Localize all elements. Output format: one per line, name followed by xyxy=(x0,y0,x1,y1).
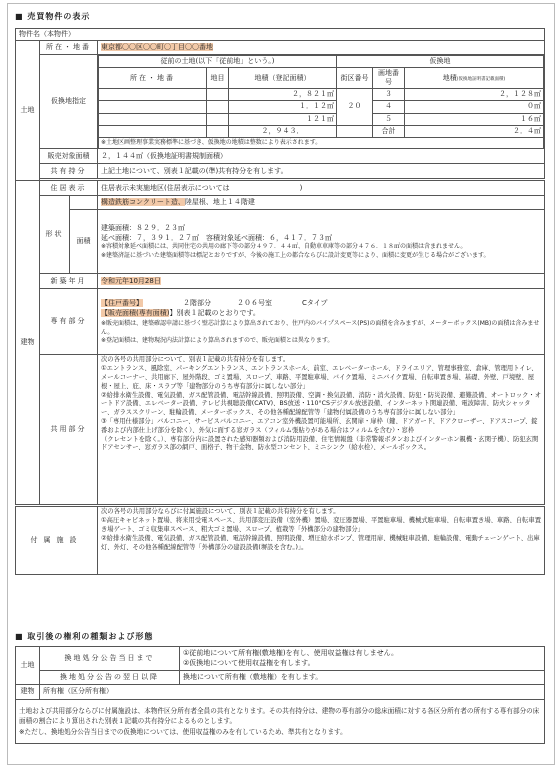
annex-text: 次の各号の共用部分ならびに付属施設について、別表１記載の共有持分を有します。 ①高圧キャビネット置場、将来用受電スペース、共用部変圧設備（室外機）置場、変圧器置場、平置駐車場、機械式駐車場、自転車置き場、車路、自転車置き場ゲート、ゴミ収集車スペース、粗大ゴミ置場、スロープ、植栽等「外構部分の建物部分」 ②給排水衛生設備、電気設備、ガス配管設備、電話幹線設備、照明設備、増圧給水ポンプ、管理用扉、機械駐車設備、駐輪設備、電動チェーンゲート、出庫灯、外灯、その他各種配線配管等「外構部分の建設設備(塀設を含む。)」。 xyxy=(98,507,545,575)
rights-footer-1: 土地および共用部分ならびに付属施設は、本物件区分所有者全員の共有となります。その共有持分は、建物の専有部分の総床面積に対する各区分所有者の所有する専有部分の床面積の割合により算出された別表１記載の共有持分によるものとします。 xyxy=(19,707,540,726)
exclusive-cell xyxy=(98,289,545,355)
unit-area-line: 【販売面積(専有面積)】別表１記載のとおりです。 xyxy=(101,308,260,317)
temp-replot-cell xyxy=(98,55,545,149)
prev-area-2: １．１２㎡ xyxy=(229,101,337,113)
prev-land-header: 従前の土地(以下「従前地」という。) xyxy=(99,56,337,68)
land-location-cell xyxy=(98,41,545,55)
unit-line: 【住戸番号】 ２階部分 ２０６号室 Cタイプ xyxy=(101,298,328,307)
land-location-value: 東京都〇〇区〇〇町〇丁目〇〇番地 xyxy=(101,43,213,52)
section-title-property: ■ 売買物件の表示 xyxy=(15,12,91,21)
rights-table xyxy=(15,646,545,744)
col-lot: 画地番号 xyxy=(373,68,405,89)
rights-land-label: 土地 xyxy=(16,647,40,685)
newdate-label: 新築年月 xyxy=(40,274,98,289)
temp-area-3: １６㎡ xyxy=(405,113,544,125)
exclusive-note-1: ※販売面積は、建築確認申請に基づく壁芯計算により算出されており、住戸内のパイプスペース(PS)の面積を含みますが、メーターボックス(MB)の面積は含みません。 xyxy=(101,320,540,336)
prev-area-3: １２１㎡ xyxy=(229,113,337,125)
area-cell xyxy=(98,210,545,274)
after-label: 換地処分公告の翌日以降 xyxy=(40,671,180,685)
newdate-cell xyxy=(98,274,545,289)
col-block: 街区番号 xyxy=(337,68,373,89)
temp-area-total: ２．４㎡ xyxy=(405,125,544,137)
lot-total-label: 合計 xyxy=(373,125,405,137)
day-of-label: 換地処分公告当日まで xyxy=(40,647,180,671)
day-of-text-2: ②仮換地について使用収益権を有します。 xyxy=(183,658,315,667)
day-of-text-1: ①従前地について所有権(敷地権)を有し、使用収益権は有しません。 xyxy=(183,649,399,658)
form-label: 形状 xyxy=(40,196,70,274)
land-share-value: 上記土地について、別表１記載の(準)共有持分を有します。 xyxy=(98,164,545,179)
col-area2: 地積(仮換地証明書記載面積) xyxy=(405,68,544,89)
prev-area-total: ２，９４３． xyxy=(229,125,337,137)
property-name-label: 物件名（本物件） xyxy=(19,30,75,38)
land-location-label: 所在・地番 xyxy=(40,41,98,55)
col-area: 地積（登記面積） xyxy=(229,68,337,89)
rights-footer-2: ※ただし、換地処分公告当日までの仮換地については、使用収益権のみを有しているため、準共有となります。 xyxy=(19,727,347,736)
structure-value: 構造鉄筋コンクリート造、 xyxy=(101,198,185,207)
document-page xyxy=(7,3,555,765)
block-number: ２０ xyxy=(337,89,373,125)
area-label: 面積 xyxy=(70,210,98,274)
exclusive-note-2: ※登記面積は、建物現況内法計算により算出されますので、販売面積とは異なります。 xyxy=(101,336,334,344)
area-line-2: 延べ面積：７，３９１．２７㎡ 容積対象延べ面積：６，４１７．７３㎡ xyxy=(101,233,332,242)
temp-area-2: ０㎡ xyxy=(405,101,544,113)
newdate-value: 令和元年10月28日 xyxy=(101,276,161,285)
area-line-1: 建築面積：８２９．２３㎡ xyxy=(101,223,185,232)
building-label: 建物 xyxy=(16,181,40,505)
land-share-label: 共有持分 xyxy=(40,164,98,179)
section-title-rights: ■ 取引後の権利の種類および形態 xyxy=(15,632,154,641)
annex-label: 付属施設 xyxy=(16,507,98,575)
address-label: 住居表示 xyxy=(40,181,98,196)
temp-area-1: ２，１２８㎡ xyxy=(405,89,544,101)
structure-rest: 陸屋根、地上１４階建 xyxy=(184,198,255,207)
lot-number-1: ３ xyxy=(373,89,405,101)
area-note-2: ※建築済証に基づいた建築面積等は標記とおりですが、今後の施工上の都合ならびに設計変更等により、面積に変更が生じる場合がございます。 xyxy=(101,251,490,259)
after-text: 換地について所有権（敷地権）を有します。 xyxy=(180,671,545,685)
structure-cell xyxy=(98,196,545,210)
land-area-note: ※土地区画整理事業実務標準に基づき、仮換地の地積は整数により表示されます。 xyxy=(99,137,544,148)
lot-number-2: ４ xyxy=(373,101,405,113)
common-label: 共用部分 xyxy=(40,355,98,505)
property-table xyxy=(15,28,545,575)
land-label: 土地 xyxy=(16,41,40,181)
exclusive-label: 専有部分 xyxy=(40,289,98,355)
rights-building-value: 所有権（区分所有権） xyxy=(40,685,545,700)
day-of-cell xyxy=(180,647,545,671)
common-text: 次の各号の共用部分について、別表１記載の共有持分を有します。 ①エントランス、風除室、パーキングエントランス、エントランスホール、前室、エレベーターホール、ドライエリア、管理事務室、倉庫、管理用トイレ、メールコーナー、共用廊下、屋外階段、ゴミ置場、スロープ、車路、平置駐車場、バイク置場、ミニバイク置場、自転車置き場、基礎、外壁、戸境壁、屋根・屋上、庇、床・スラブ等「建物部分のうち専有部分に属しない部分」 ②給排水衛生設備、電気設備、ガス配管設備、電話幹線設備、照明設備、空調・換気設備、消防・消火設備、防犯・防災設備、避難設備、オートロック・オートドア設備、エレベーター設備、テレビ共視聴設備(CATV)、BS放送・110°CSデジタル放送設備、インターネット関連設備、電波障害、防火シャッター、ガラススクリーン、駐輪設備、メーターボックス、その他各種配線配管等「建物付属設備のうち専有部分に属しない部分」 ③「専用仕様部分」バルコニー、サービスバルコニー、エアコン室外機設置可能場所、玄関扉・扉枠（鍵、ドアガード、ドアクローザー、ドアスコープ、錠番および内部仕上げ部分を除く）、外気に面する窓ガラス（フィルム張貼りがある場合はフィルムを含む）・窓枠 （クレセントを除く。）、専有部分内に設置された感知器類および消防用設備、住宅情報盤（非常警報ボタンおよびインターホン親機・玄関子機）、防犯玄関ドアセンサー、窓ガラス部の網戸、面格子、物干金物、防水型コンセント、ミニシンク（給水栓）、メールボックス。 xyxy=(98,355,545,505)
lot-number-3: ５ xyxy=(373,113,405,125)
col-location: 所在・地番 xyxy=(99,68,207,89)
rights-building-label: 建物 xyxy=(16,685,40,700)
sales-area-label: 販売対象面積 xyxy=(40,149,98,164)
area-note-1: ※容積対象延べ面積には、共同住宅の共用の廊下等の部分４９７．４４㎡、自動車車庫等の部分４７６．１８㎡の面積は含まれません。 xyxy=(101,243,467,251)
property-name-row xyxy=(16,29,545,41)
address-value: 住居表示未実施地区(住居表示については ) xyxy=(98,181,545,196)
temp-land-header: 仮換地 xyxy=(337,56,544,68)
temp-replot-label: 仮換地指定 xyxy=(40,55,98,149)
rights-footer xyxy=(16,700,545,744)
sales-area-value: ２，１４４㎡（仮換地証明書規制面積） xyxy=(98,149,545,164)
replot-inner-table xyxy=(98,55,544,148)
prev-area-1: ２，８２１㎡ xyxy=(229,89,337,101)
col-chimoku: 地目 xyxy=(207,68,229,89)
